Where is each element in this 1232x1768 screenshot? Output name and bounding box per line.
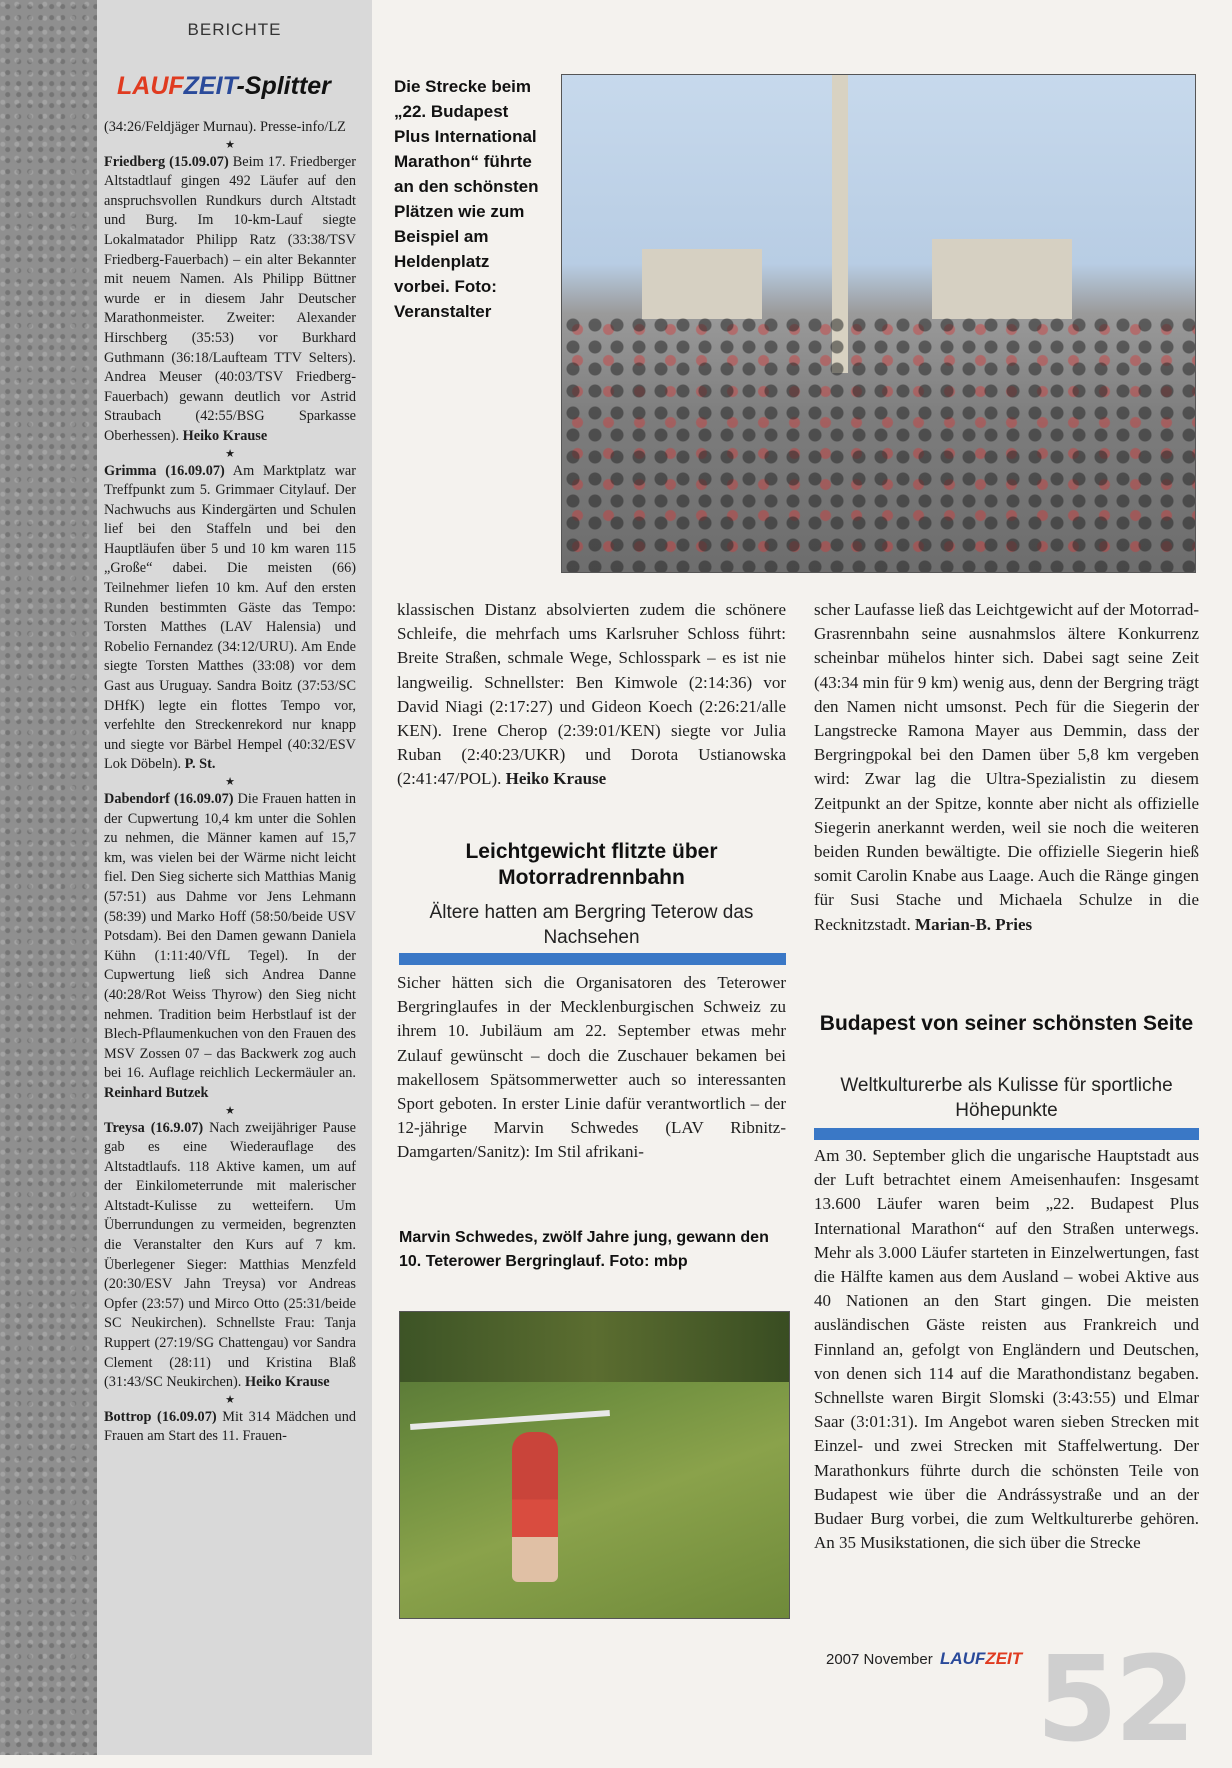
- photo-caption-budapest: Die Strecke beim „22. Budapest Plus International Marathon“ führte an den schönsten Plätzen wie zum Beispiel am Heldenplatz vorbei. Foto: Veranstalter: [394, 77, 539, 321]
- photo-colonnade-right: [932, 239, 1072, 319]
- sidebar-paragraph: Dabendorf (16.09.07) Die Frauen hatten in der Cupwertung 10,4 km unter die Sohlen zu nehmen, die Männer kamen auf 15,7 km, was vielen bei der Wärme nicht leicht fiel. Den Sieg sicherte sich Matthias Manig (57:51) aus Dahme vor Jens Lehmann (58:39) und Marko Hoff (58:50/beide USV Potsdam). Bei den Damen gewann Daniela Kühn (1:11:40/VfL Tegel). In der Cupwertung ließ sich Andrea Danne (40:28/Rot Weiss Thyrow) den Sieg nicht nehmen. Tradition beim Herbstlauf ist der Blech-Pflaumenkuchen von den Frauen des MSV Zossen 07 – das Backwerk zog auch bei 16. Auflage reichlich Leckermäuler an. Reinhard Butzek: [104, 791, 356, 1101]
- photo-caption-teterow: Marvin Schwedes, zwölf Jahre jung, gewann den 10. Teterower Bergringlauf. Foto: mbp: [399, 1229, 769, 1270]
- blue-divider-bar: [399, 953, 786, 965]
- article-body-teterow: Sicher hätten sich die Organisatoren des Teterower Bergringlaufes in der Mecklenburgischen Schweiz zu ihrem 10. Jubiläum am 22. September etwas mehr Zulauf gewünscht – doch die Zuschauer bekamen bei makellosem Spätsommerwetter auch so interessanten Sport geboten. In erster Linie dafür verantwortlich – der 12-jährige Marvin Schwedes (LAV Ribnitz-Damgarten/Sanitz): Im Stil afrikani-: [397, 973, 786, 1162]
- article-body-budapest: Am 30. September glich die ungarische Hauptstadt aus der Luft betrachtet einem Ameisenhaufen: Insgesamt 13.600 Läufer waren beim „22. Budapest Plus International Marathon“ auf den Straßen unterwegs. Mehr als 3.000 Läufer starteten in Einzelwertungen, fast die Hälfte kamen aus dem Ausland – wobei Aktive aus 40 Nationen an den Start gingen. Die meisten ausländischen Gäste reisten aus Frankreich und Finnland an, gefolgt von Engländern und Deutschen, von denen sich 114 auf die Marathondistanz begaben. Schnellste waren Birgit Slomski (3:43:55) und Elmar Saar (3:01:31). Im Angebot waren sieben Strecken mit Einzel- und zwei Strecken mit Staffelwertung. Der Marathonkurs führte durch die schönsten Teile von Budapest wie über die Andrássystraße und an der Budaer Burg vorbei, die zum Weltkulturerbe gehören. An 35 Musikstationen, die sich über die Strecke: [814, 1146, 1199, 1553]
- photo-teterow-runner: [399, 1311, 790, 1619]
- photo-fence: [410, 1410, 610, 1430]
- subhead-teterow: Ältere hatten am Bergring Teterow das Nachsehen: [429, 902, 754, 948]
- photo-budapest-marathon: [561, 74, 1196, 573]
- blue-divider-bar: [814, 1128, 1199, 1140]
- photo-colonnade-left: [642, 249, 762, 319]
- star-separator-icon: ★: [225, 447, 235, 460]
- article-text-karlsruhe: klassischen Distanz absolvierten zudem die schönere Schleife, die mehrfach ums Karlsruher Schloss führt: Breite Straßen, schmale Wege, Schlosspark – es ist nie langweilig. Schnellster: Ben Kimwole (2:14:36) vor David Niagi (2:17:27) und Gideon Koech (2:26:21/alle KEN). Irene Cherop (2:39:01/KEN) siegte vor Julia Ruban (2:40:23/UKR) und Dorota Ustianowska (2:41:47/POL). Heiko Krause: [397, 600, 786, 789]
- splitter-title-suffix: -Splitter: [236, 72, 331, 100]
- section-label: BERICHTE: [187, 20, 282, 39]
- star-separator-icon: ★: [225, 776, 235, 788]
- splitter-title-lauf: LAUF: [117, 72, 184, 100]
- photo-runners-crowd: [562, 314, 1195, 572]
- footer-date: 2007 November: [826, 1651, 933, 1668]
- star-separator-icon: ★: [225, 1104, 235, 1117]
- subhead-budapest: Weltkulturerbe als Kulisse für sportliche Höhepunkte: [840, 1075, 1173, 1121]
- sidebar-paragraph: Friedberg (15.09.07) Beim 17. Friedberger Altstadtlauf gingen 492 Läufer auf den anspruchsvollen Rundkurs durch Altstadt und Burg. Im 10-km-Lauf siegte Lokalmatador Philipp Ratz (33:38/TSV Friedberg-Fauerbach) – ein alter Bekannter mit neuem Namen. Als Philipp Büttner wurde er in diesem Jahr Deutscher Marathonmeister. Zweiter: Alexander Hirschberg (35:53) vor Burkhard Guthmann (36:18/Laufteam TTV Selters). Andrea Meuser (40:03/TSV Friedberg-Fauerbach) gewann deutlich vor Astrid Straubach (42:55/BSG Sparkasse Oberhessen). Heiko Krause: [104, 153, 357, 444]
- footer-brand-logo: LAUFZEIT: [940, 1649, 1023, 1668]
- sidebar-paragraph: Treysa (16.9.07) Nach zweijähriger Pause gab es eine Wiederauflage des Altstadtlaufs. 118 Aktive kamen, um auf der Einkilometerrunde mit malerischer Altstadt-Kulisse zu wetteifern. Um Überrundungen zu vermeiden, begrenzten die Veranstalter den Kurs auf 7 km. Überlegener Sieger: Matthias Menzfeld (20:30/ESV Jahn Treysa) vor Andreas Opfer (23:57) und Mirco Otto (25:31/beide SC Neukirchen). Schnellste Frau: Tanja Ruppert (27:19/SG Chattengau) vor Sandra Clement (28:11) und Kristina Blaß (31:43/SC Neukirchen). Heiko Krause: [104, 1119, 357, 1391]
- star-separator-icon: ★: [225, 1393, 235, 1406]
- headline-budapest: Budapest von seiner schönsten Seite: [819, 1012, 1194, 1035]
- page-number: 52: [1036, 1630, 1193, 1768]
- sidebar-paragraph: Grimma (16.09.07) Am Marktplatz war Treffpunkt zum 5. Grimmaer Citylauf. Der Nachwuchs aus Kindergärten und Schulen lief bei den Staffeln und bei den Hauptläufen über 5 und 10 km waren 115 „Große“ dabei. Die meisten (66) Teilnehmer liefen 10 km. Auf den ersten Runden bestimmten Gäste das Tempo: Torsten Matthes (LAV Halensia) und Robelio Fernandez (34:12/URU). Am Ende siegte Torsten Matthes (33:08) vor dem Gast aus Uruguay. Sandra Boitz (37:53/SC DHfK) legte ein flottes Tempo vor, verfehlte den Streckenrekord nur knapp und siegte vor Bärbel Hempel (40:32/ESV Lok Döbeln). P. St.: [104, 462, 356, 773]
- article-text-teterow-continued: scher Laufasse ließ das Leichtgewicht auf der Motorrad-Grasrennbahn seine ausnahmslos ältere Konkurrenz scheinbar mühelos hinter sich. Dabei sagt seine Zeit (43:34 min für 9 km) wenig aus, denn der Bergring trägt den Namen nicht umsonst. Pech für die Siegerin der Langstrecke Ramona Mayer aus Demmin, dass der Bergringpokal bei den Damen über 5,8 km vergeben wird: Zwar lag die Ultra-Spezialistin zu diesem Zeitpunkt an der Spitze, konnte aber nicht als offizielle Siegerin anerkannt werden, weil sie noch die weiteren beiden Runden bewältigte. Die offizielle Siegerin hieß somit Carolin Knabe aus Laage. Auch die Ränge gingen für Susi Stache und Michaela Schulze in die Recknitzstadt. Marian-B. Pries: [814, 600, 1199, 934]
- star-separator-icon: ★: [225, 138, 235, 151]
- photo-trees: [400, 1312, 789, 1382]
- photo-runner-boy: [512, 1432, 558, 1582]
- splitter-title: [117, 72, 331, 101]
- sidebar-paragraph: (34:26/Feldjäger Murnau). Presse-info/LZ: [104, 119, 346, 135]
- headline-teterow: Leichtgewicht flitzte über Motorradrennbahn: [465, 840, 718, 889]
- sidebar-paragraph: Bottrop (16.09.07) Mit 314 Mädchen und Frauen am Start des 11. Frauen-: [104, 1408, 357, 1445]
- sidebar-news-column: [104, 118, 356, 1447]
- splitter-title-zeit: ZEIT: [183, 72, 237, 100]
